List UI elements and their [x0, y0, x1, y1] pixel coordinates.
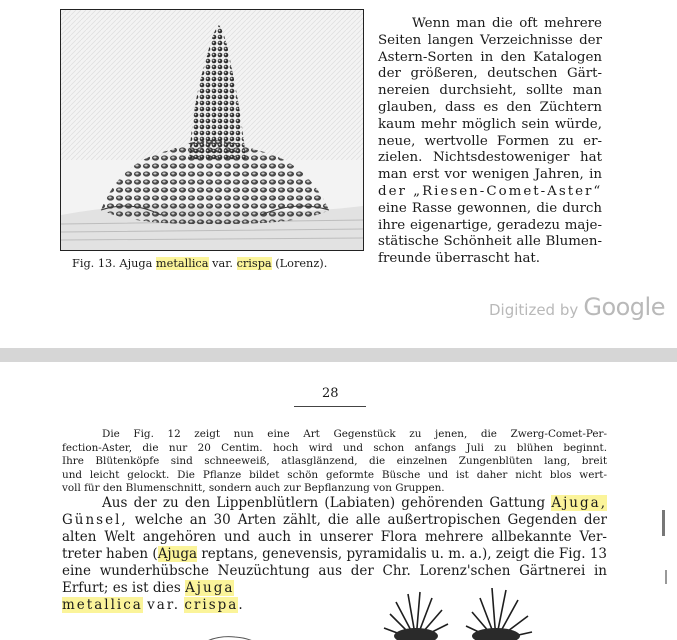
text-line: neue, wertvolle Formen zu er- [378, 133, 602, 149]
text-line: man erst vor wenigen Jahren, in [378, 167, 602, 183]
text-line: der „Riesen-Comet-Aster“ [378, 183, 603, 199]
aster-paragraph [378, 16, 602, 268]
page-number-rule [294, 406, 366, 407]
main-text-line: eine wunderhübsche Neuzüchtung aus der Chr. Lorenz'schen Gärtnerei in [62, 563, 607, 579]
caption-highlight-crispa: crispa [236, 257, 272, 270]
text-line: eine Rasse gewonnen, die durch [378, 200, 602, 216]
main-text-line: alten Welt angehören und auch in unserer Flora mehrere allbekannte Ver- [62, 529, 607, 545]
text-line: ihre eigenartige, geradezu maje- [378, 217, 602, 233]
highlight-ajuga: Ajuga [157, 546, 198, 562]
page-number: 28 [322, 386, 339, 401]
line-text: var. [147, 597, 181, 613]
caption-highlight-metallica: metallica [155, 257, 209, 270]
text-line: kaum mehr möglich sein würde, [378, 116, 602, 132]
scan-margin-mark [665, 570, 667, 584]
highlight-crispa: crispa [184, 597, 239, 613]
highlight-ajuga: Ajuga [185, 580, 235, 596]
caption-var: var. [212, 257, 233, 270]
text-line: Wenn man die oft mehrere [412, 16, 602, 31]
text-line: Seiten langen Verzeichnisse der [378, 32, 602, 48]
small-text-line: und leicht gelockt. Die Pflanze bildet schön geformte Büsche und ist daher nicht blos wert- [62, 468, 607, 481]
line-text: welche an 30 Arten zählt, die alle außertropischen Gegenden der [134, 512, 607, 528]
text-line: nereien durchsieht, sollte man [378, 83, 602, 99]
scan-margin-mark [662, 510, 665, 536]
partial-sketch-drawing [195, 633, 265, 640]
line-text: . [238, 597, 243, 613]
line-text: Erfurt; es ist dies [62, 580, 181, 596]
line-text: Aus der zu den Lippenblütlern (Labiaten) gehörenden Gattung [102, 495, 546, 511]
caption-suffix: (Lorenz). [275, 257, 328, 270]
text-line: freunde überrascht hat. [378, 251, 541, 267]
main-text-line [62, 546, 607, 563]
lower-page [0, 362, 677, 640]
small-text-line: fection-Aster, die nur 20 Centim. hoch wird und schon anfangs Juli zu blühen beginnt. [62, 441, 607, 454]
highlight-ajuga: Ajuga, [551, 495, 607, 511]
text-line: glauben, dass es den Züchtern [378, 99, 602, 115]
ajuga-rosette-illustration [376, 584, 536, 640]
digitized-by-google-watermark [489, 293, 665, 321]
small-text-line: voll für den Blumenschnitt, sondern auch zur Bepflanzung von Gruppen. [62, 482, 445, 495]
text-line: zielen. Nichtsdestoweniger hat [378, 150, 602, 166]
line-text: reptans, genevensis, pyramidalis u. m. a.), zeigt die Fig. 13 [201, 546, 607, 562]
text-line: stätische Schönheit alle Blumen- [378, 234, 602, 250]
guensel-term: Günsel, [62, 512, 128, 528]
small-text-line: Die Fig. 12 zeigt nun eine Art Gegenstück zu jenen, die Zwerg-Comet-Per- [102, 428, 607, 440]
aster-footnote-paragraph [62, 428, 607, 496]
main-text-line [62, 495, 607, 512]
caption-prefix: Fig. 13. Ajuga [72, 257, 153, 270]
main-text-line [62, 512, 607, 529]
page-separator [0, 348, 677, 362]
figure-13-illustration [60, 9, 364, 251]
line-text: treter haben ( [62, 546, 158, 562]
text-line: der größeren, deutschen Gärt- [378, 66, 602, 82]
ajuga-plant-drawing [61, 10, 363, 250]
rosette-drawing [376, 584, 536, 640]
highlight-metallica: metallica [62, 597, 143, 613]
small-text-line: Ihre Blütenköpfe sind schneeweiß, atlasglänzend, die einzelnen Zungenblüten lang, breit [62, 455, 607, 468]
watermark-brand: Google [583, 293, 665, 321]
figure-caption [72, 256, 372, 271]
text-line: Astern-Sorten in den Katalogen [378, 49, 602, 65]
partial-sketch [195, 630, 265, 640]
watermark-prefix: Digitized by [489, 301, 579, 319]
